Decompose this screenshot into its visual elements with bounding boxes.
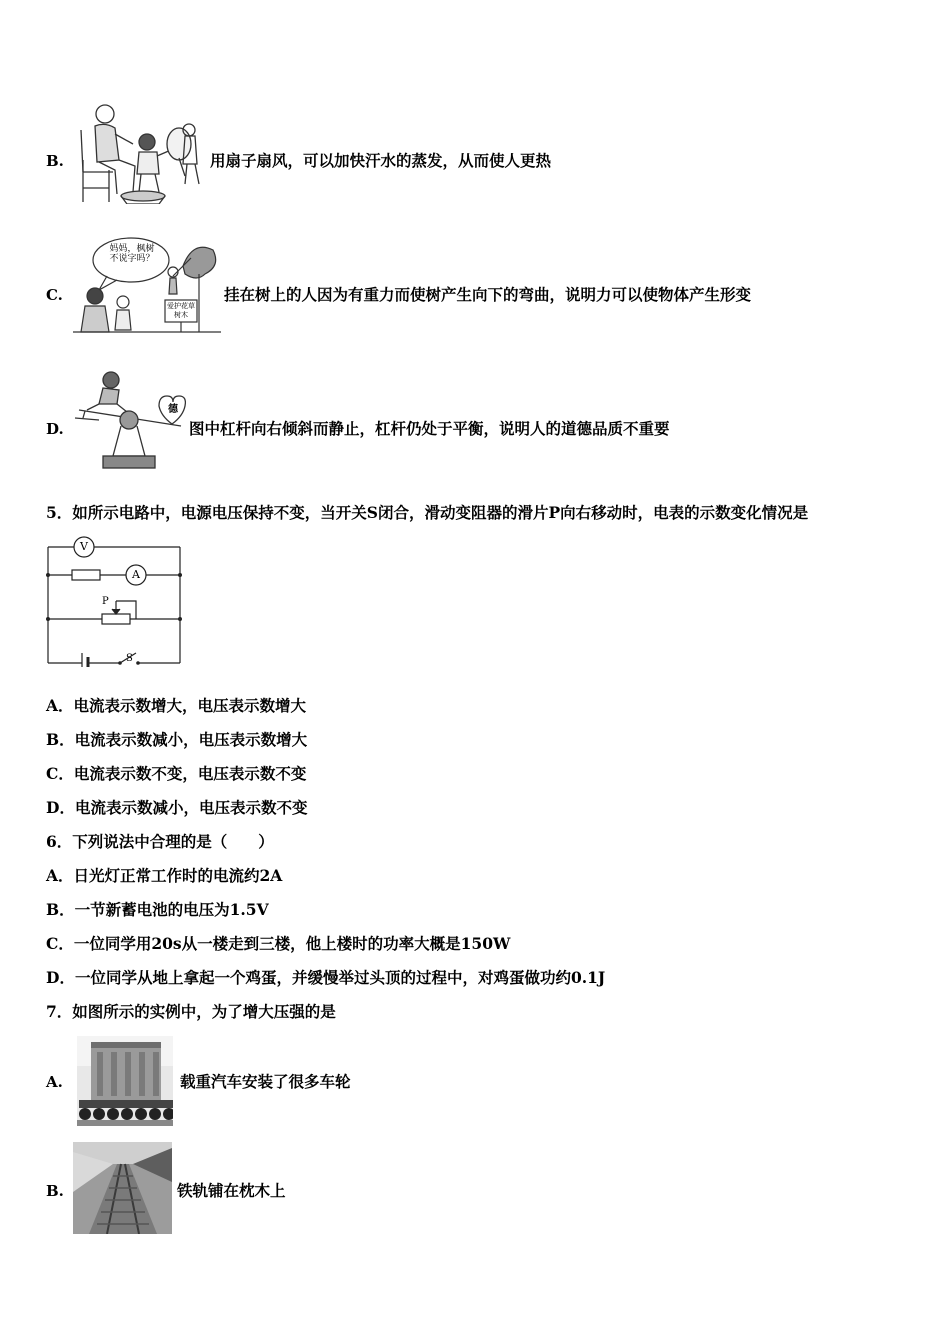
q7-option-b-photo bbox=[73, 1142, 172, 1234]
q7-option-b-text: 铁轨铺在枕木上 bbox=[177, 1181, 286, 1200]
q5-option-d: D．电流表示数减小，电压表示数不变 bbox=[46, 798, 308, 817]
q4-option-c-bubble-text: 妈妈，枫树不说字吗？ bbox=[109, 244, 155, 264]
q4-option-b-illustration bbox=[75, 100, 207, 204]
q5-option-b: B．电流表示数减小，电压表示数增大 bbox=[46, 730, 308, 749]
q4-option-d-text: 图中杠杆向右倾斜而静止，杠杆仍处于平衡，说明人的道德品质不重要 bbox=[189, 419, 670, 438]
q5-option-c: C．电流表示数不变，电压表示数不变 bbox=[46, 764, 307, 783]
q5-option-a: A．电流表示数增大，电压表示数增大 bbox=[46, 696, 307, 715]
q6-option-a: A．日光灯正常工作时的电流约2A bbox=[46, 866, 283, 885]
q5-stem: 5．如所示电路中，电源电压保持不变，当开关S闭合，滑动变阻器的滑片P向右移动时，电表的示数变化情况是 bbox=[46, 503, 809, 522]
q5-circuit-diagram bbox=[44, 533, 184, 667]
q4-option-c-sign-text: 爱护花草树木 bbox=[167, 302, 195, 319]
q4-option-d-illustration bbox=[73, 366, 187, 474]
q4-option-b-label: B. bbox=[46, 152, 64, 170]
q7-option-a-photo bbox=[77, 1036, 173, 1126]
q4-option-c-label: C. bbox=[46, 286, 63, 304]
q5-voltmeter-symbol: V bbox=[80, 540, 88, 553]
q7-stem: 7．如图所示的实例中，为了增大压强的是 bbox=[46, 1002, 336, 1021]
q7-option-a-label: A. bbox=[46, 1073, 63, 1091]
q5-slider-label: P bbox=[102, 596, 109, 607]
q6-option-b: B．一节新蓄电池的电压为1.5V bbox=[46, 900, 269, 919]
q4-option-c-text: 挂在树上的人因为有重力而使树产生向下的弯曲，说明力可以使物体产生形变 bbox=[224, 285, 752, 304]
q4-option-c-illustration bbox=[73, 236, 221, 334]
q4-option-b-text: 用扇子扇风，可以加快汗水的蒸发，从而使人更热 bbox=[210, 151, 552, 170]
q4-option-d-heart-text: 德 bbox=[168, 404, 178, 415]
q5-ammeter-symbol: A bbox=[132, 568, 140, 581]
q5-switch-label: S bbox=[126, 653, 133, 664]
q7-option-a-text: 载重汽车安装了很多车轮 bbox=[180, 1072, 351, 1091]
q7-option-b-label: B. bbox=[46, 1182, 64, 1200]
q6-option-c: C．一位同学用20s从一楼走到三楼，他上楼时的功率大概是150W bbox=[46, 934, 511, 953]
q4-option-d-label: D. bbox=[46, 420, 64, 438]
q6-stem: 6．下列说法中合理的是（ ） bbox=[46, 832, 274, 851]
q6-option-d: D．一位同学从地上拿起一个鸡蛋，并缓慢举过头顶的过程中，对鸡蛋做功约0.1J bbox=[46, 968, 606, 987]
